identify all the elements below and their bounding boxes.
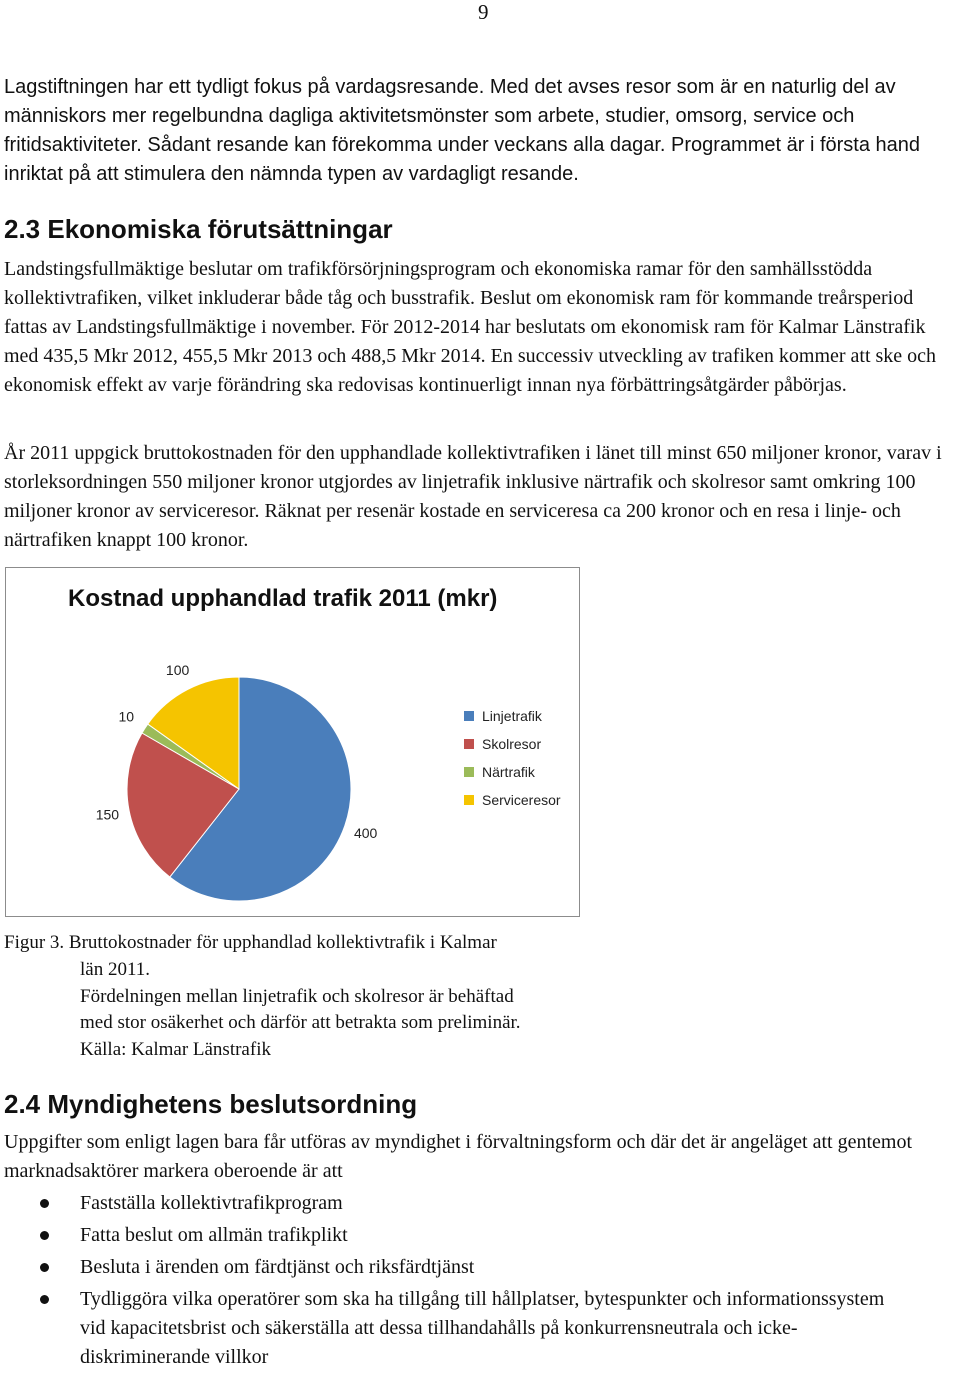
bullet-list: [0, 1189, 900, 1375]
section-2-4-paragraph: Uppgifter som enligt lagen bara får utföras av myndighet i förvaltningsform och där det är angeläget att gentemot marknadsaktörer markera oberoende är att: [4, 1131, 913, 1182]
list-item: [0, 1221, 900, 1250]
legend-label-linjetrafik: Linjetrafik: [482, 708, 542, 724]
list-item-text: Fatta beslut om allmän trafikplikt: [80, 1224, 348, 1246]
pie-chart-svg: [6, 568, 579, 916]
legend-swatch-skolresor: [464, 739, 474, 749]
list-item: [0, 1285, 900, 1372]
section-heading-2-3: 2.3 Ekonomiska förutsättningar: [4, 214, 393, 244]
legend-swatch-serviceresor: [464, 795, 474, 805]
figure-caption-line-5: Källa: Kalmar Länstrafik: [80, 1039, 271, 1060]
data-label-skolresor: 150: [95, 806, 120, 823]
legend-label-serviceresor: Serviceresor: [482, 792, 561, 808]
list-item-text: Tydliggöra vilka operatörer som ska ha tillgång till hållplatser, bytespunkter och informationssystem vid kapacitetsbrist och säkerställa att dessa tillhandahålls på konkurrensneutrala och icke-diskriminerande villkor: [80, 1288, 885, 1368]
figure-caption-line-3: Fördelningen mellan linjetrafik och skolresor är behäftad: [80, 986, 514, 1007]
section-heading-2-4: 2.4 Myndighetens beslutsordning: [4, 1089, 418, 1119]
legend-label-skolresor: Skolresor: [482, 736, 542, 752]
section-2-3-paragraph-2: År 2011 uppgick bruttokostnaden för den upphandlade kollektivtrafiken i länet till minst 650 miljoner kronor, varav i storleksordningen 550 miljoner kronor utgjordes av linjetrafik inklusive närtrafik och skolresor samt omkring 100 miljoner kronor av serviceresor. Räknat per resenär kostade en serviceresa ca 200 kronor och en resa i linje- och närtrafiken knappt 100 kronor.: [4, 442, 942, 551]
list-item-text: Fastställa kollektivtrafikprogram: [80, 1192, 343, 1214]
figure-caption-line-1: Figur 3. Bruttokostnader för upphandlad kollektivtrafik i Kalmar: [4, 932, 497, 953]
pie-chart: [5, 567, 580, 917]
chart-title: Kostnad upphandlad trafik 2011 (mkr): [68, 585, 498, 612]
data-label-serviceresor: 100: [165, 661, 190, 678]
data-label-linjetrafik: 400: [353, 824, 378, 841]
figure-caption-line-4: med stor osäkerhet och därför att betrakta som preliminär.: [80, 1012, 521, 1033]
figure-caption-line-2: län 2011.: [80, 959, 151, 980]
list-item-text: Besluta i ärenden om färdtjänst och riksfärdtjänst: [80, 1256, 475, 1278]
bullet-icon: [40, 1263, 49, 1272]
list-item: [0, 1189, 900, 1218]
legend-swatch-linjetrafik: [464, 711, 474, 721]
legend-swatch-närtrafik: [464, 767, 474, 777]
list-item: [0, 1253, 900, 1282]
bullet-icon: [40, 1295, 49, 1304]
legend-label-närtrafik: Närtrafik: [482, 764, 535, 780]
section-2-3-paragraph-1: Landstingsfullmäktige beslutar om trafikförsörjningsprogram och ekonomiska ramar för den samhällsstödda kollektivtrafiken, vilket inkluderar både tåg och busstrafik. Beslut om ekonomisk ram för kommande treårsperiod fattas av Landstingsfullmäktige i november. För 2012-2014 har beslutats om ekonomisk ram för Kalmar Länstrafik med 435,5 Mkr 2012, 455,5 Mkr 2013 och 488,5 Mkr 2014. En successiv utveckling av trafiken kommer att ske och ekonomisk effekt av varje förändring ska redovisas kontinuerligt innan nya förbättringsåtgärder påbörjas.: [4, 258, 937, 396]
bullet-icon: [40, 1231, 49, 1240]
data-label-närtrafik: 10: [118, 708, 135, 725]
page-number: 9: [478, 0, 489, 24]
intro-paragraph: Lagstiftningen har ett tydligt fokus på vardagsresande. Med det avses resor som är en naturlig del av människors mer regelbundna dagliga aktivitetsmönster som arbete, studier, omsorg, service och fritidsaktiviteter. Sådant resande kan förekomma under veckans alla dagar. Programmet är i första hand inriktat på att stimulera den nämnda typen av vardagligt resande.: [4, 76, 921, 185]
bullet-icon: [40, 1199, 49, 1208]
